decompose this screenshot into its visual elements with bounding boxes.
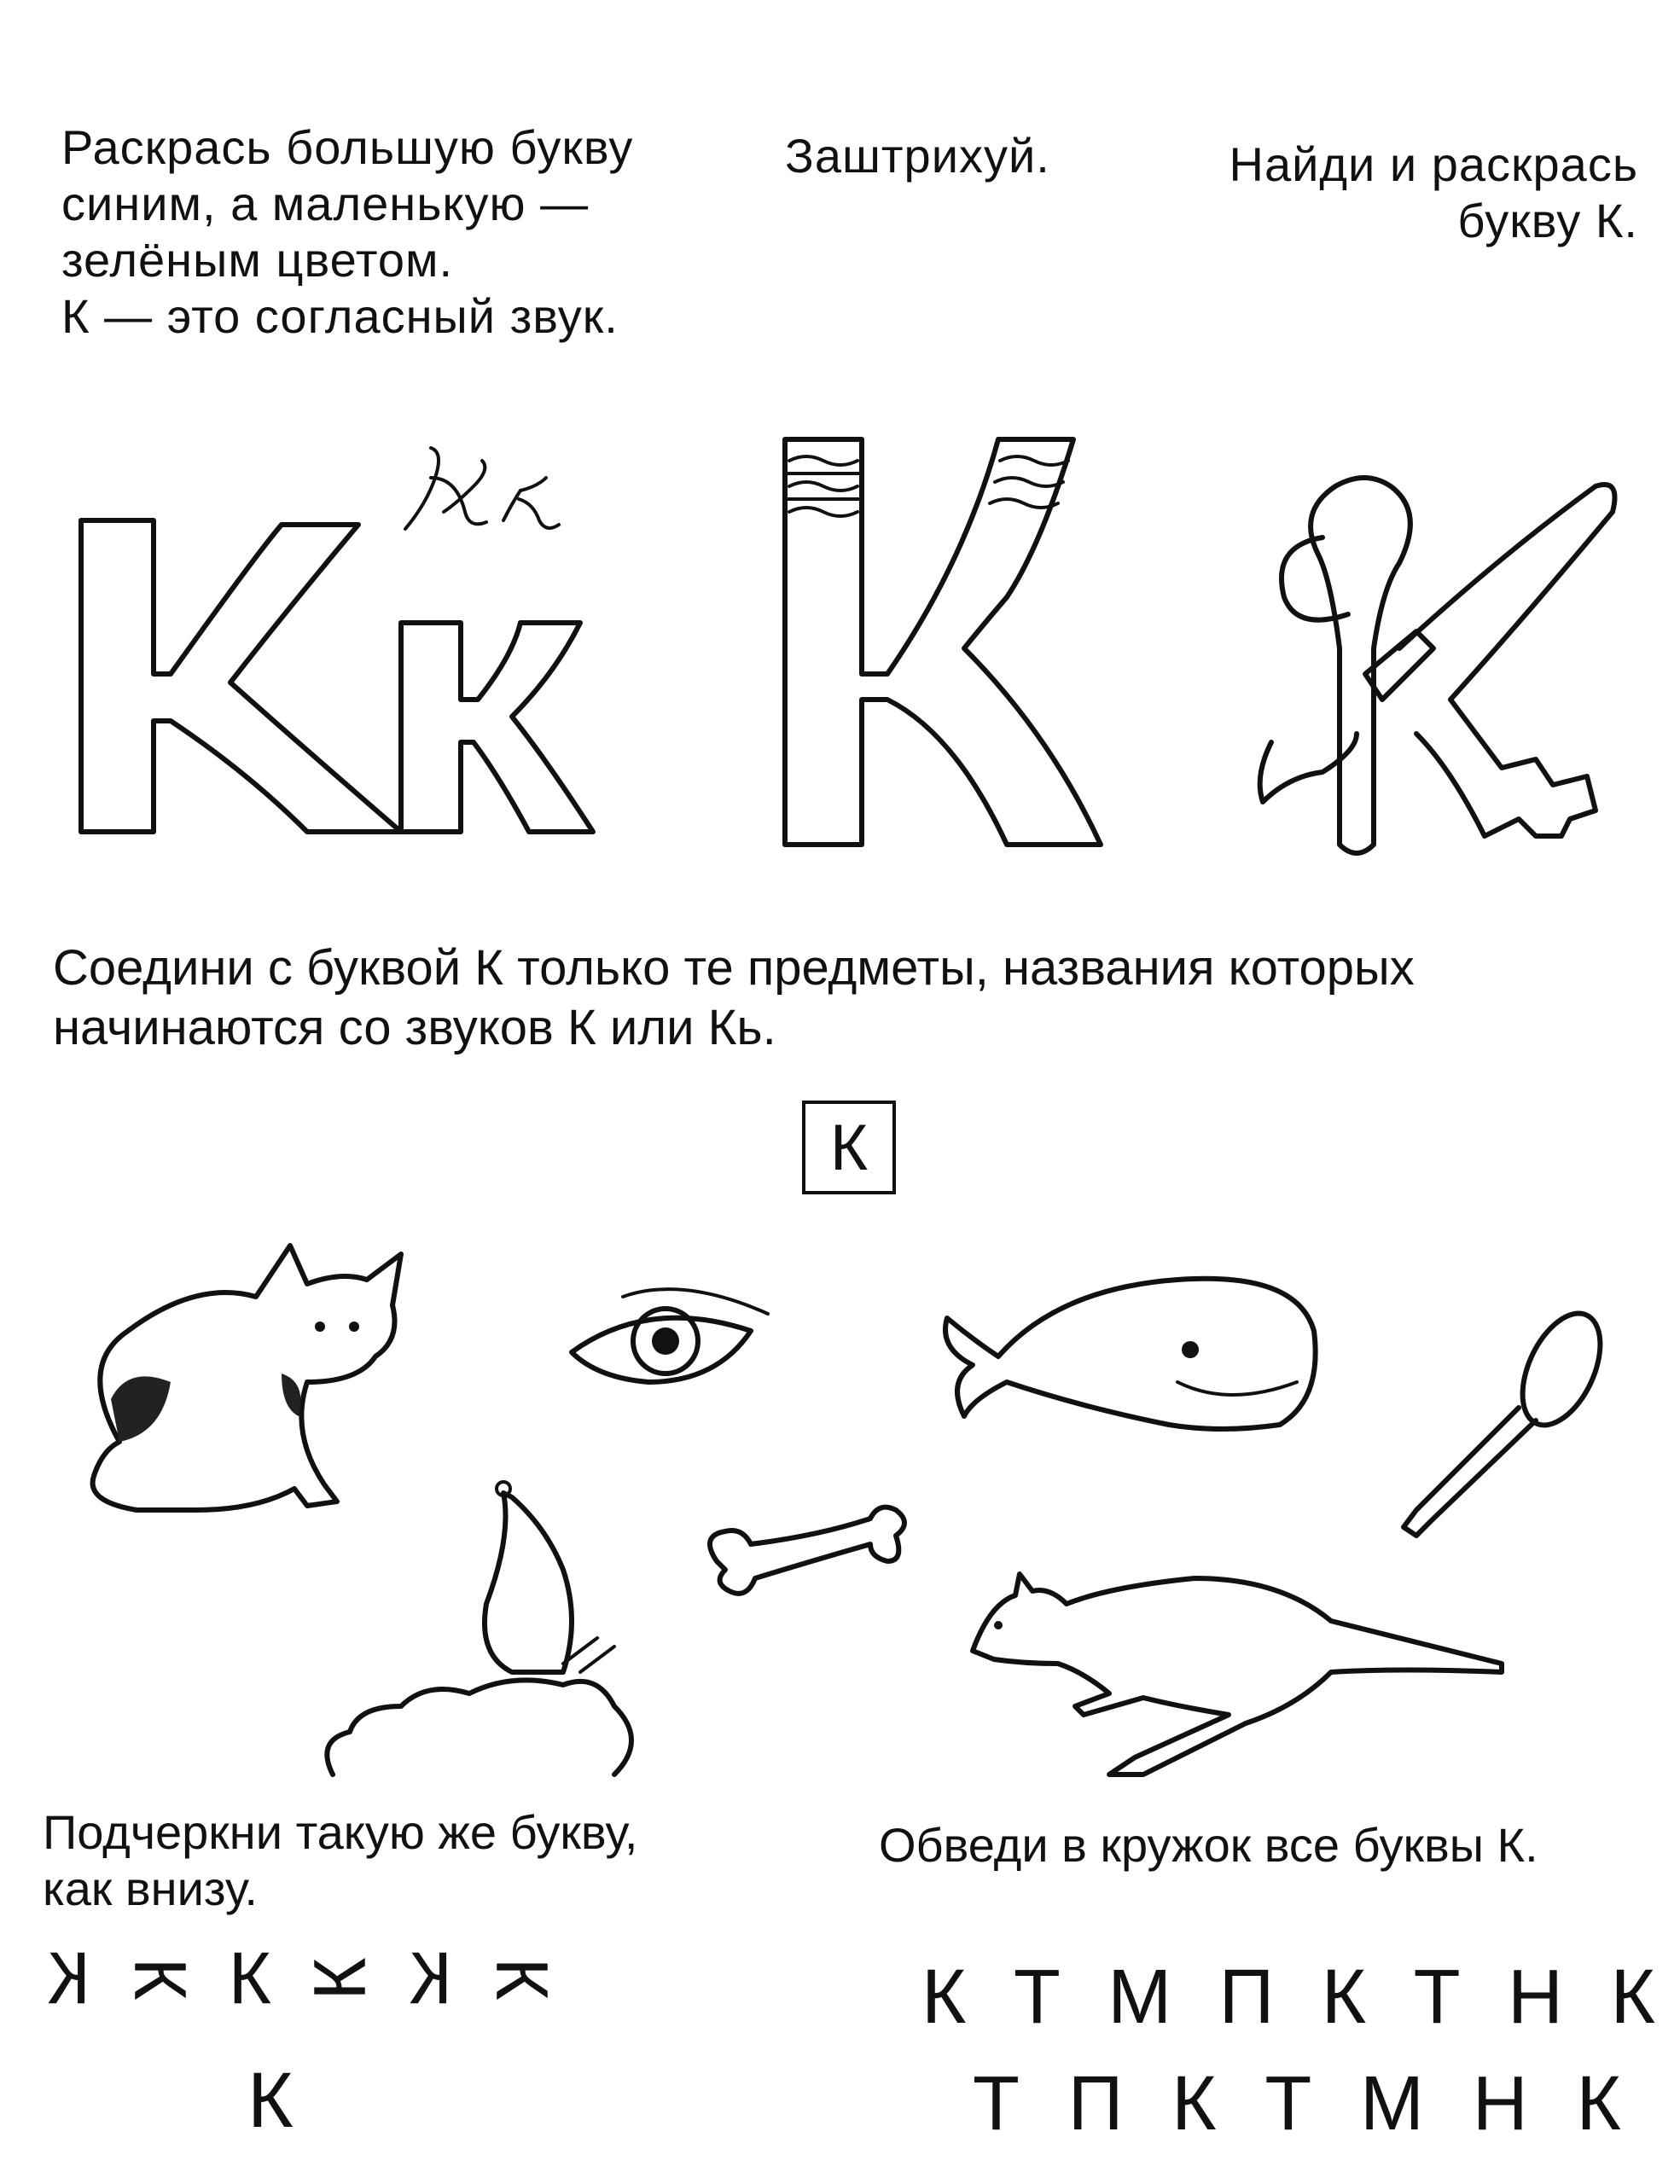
rotated-letter[interactable]: К — [299, 1957, 381, 2001]
instruction-line: Найди и раскрась — [1229, 137, 1638, 191]
outline-small-k[interactable] — [401, 623, 593, 832]
letter[interactable]: Н — [1472, 2061, 1528, 2146]
underline-instruction — [43, 1804, 811, 1917]
letter[interactable]: К — [921, 1955, 967, 2040]
kangaroo-icon[interactable] — [973, 1574, 1502, 1774]
letter[interactable]: К — [1610, 1955, 1655, 2040]
hatch-instruction: Заштрихуй. — [785, 129, 1050, 183]
rotated-letter[interactable]: К — [480, 1957, 563, 2001]
instruction-line: букву К. — [1457, 194, 1638, 247]
whale-icon[interactable] — [945, 1279, 1316, 1429]
rotated-letter[interactable]: К — [228, 1937, 271, 2019]
instruction-line: зелёным цветом. — [61, 233, 454, 287]
instruction-line: Соедини с буквой К только те предметы, названия которых — [53, 940, 1415, 996]
letter[interactable]: Н — [1508, 1955, 1564, 2040]
letter[interactable]: К — [1171, 2061, 1217, 2146]
letter[interactable]: П — [1218, 1955, 1275, 2040]
letter[interactable]: М — [1107, 1955, 1172, 2040]
sample-letter: К — [247, 2057, 294, 2144]
hatch-letter-k[interactable] — [785, 439, 1101, 845]
letter[interactable]: Т — [973, 2061, 1020, 2146]
letter[interactable]: М — [1360, 2061, 1425, 2146]
letters-row-2 — [973, 2060, 1621, 2148]
letter[interactable]: К — [1576, 2061, 1621, 2146]
target-letter-box: К — [802, 1101, 896, 1194]
letter[interactable]: К — [1321, 1955, 1367, 2040]
letters-row-1 — [921, 1954, 1655, 2042]
instruction-line: синим, а маленькую — — [61, 177, 590, 230]
instruction-line: К — это согласный звук. — [61, 289, 619, 343]
eye-icon[interactable] — [572, 1289, 768, 1382]
rotated-letter[interactable]: К — [47, 1937, 91, 2019]
rotated-letter[interactable]: К — [409, 1937, 452, 2019]
rotated-letter[interactable]: К — [119, 1957, 201, 2001]
rotated-letters-row — [34, 1937, 563, 2030]
instruction-line: начинаются со звуков К или Кь. — [53, 1000, 776, 1055]
cursive-pair — [405, 448, 559, 529]
instruction-line: Раскрась большую букву — [61, 120, 634, 174]
spoon-icon[interactable] — [1404, 1301, 1616, 1536]
instruction-line: Подчеркни такую же букву, — [43, 1805, 638, 1859]
mole-icon[interactable] — [327, 1482, 631, 1774]
scissors-key-brush-icon[interactable] — [1260, 478, 1615, 853]
letter[interactable]: Т — [1264, 2061, 1312, 2146]
connect-instruction — [53, 938, 1623, 1058]
outline-capital-k[interactable] — [81, 520, 401, 832]
bone-icon[interactable] — [710, 1507, 904, 1594]
circle-instruction: Обведи в кружок все буквы К. — [879, 1818, 1538, 1872]
cat-icon[interactable] — [93, 1246, 401, 1510]
letter[interactable]: П — [1067, 2061, 1124, 2146]
letter[interactable]: Т — [1013, 1955, 1061, 2040]
instruction-line: как внизу. — [43, 1862, 258, 1915]
letter[interactable]: Т — [1413, 1955, 1461, 2040]
